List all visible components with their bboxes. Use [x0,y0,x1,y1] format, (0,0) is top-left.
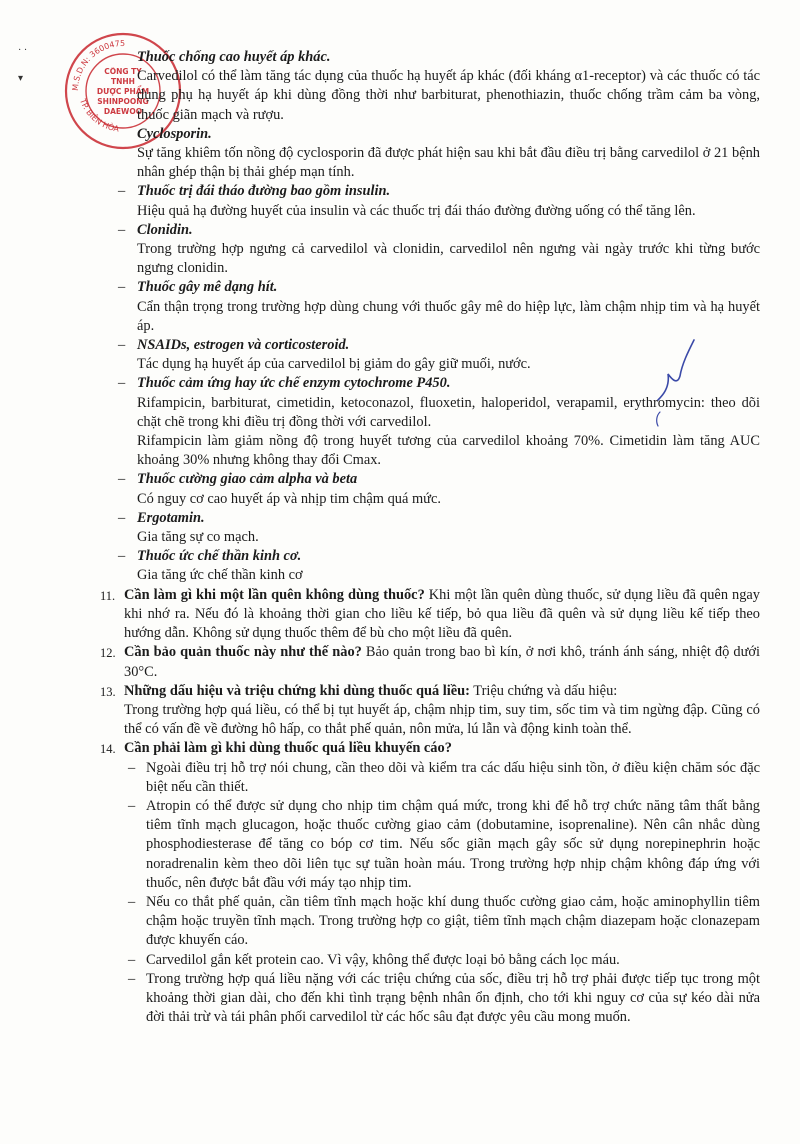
section-12 [100,643,760,681]
list-item [124,797,760,893]
section-11 [100,586,760,644]
interaction-text: Gia tăng ức chế thần kinh cơ [137,567,303,584]
section-answer: Triệu chứng và dấu hiệu: [469,682,618,699]
section-13 [100,682,760,740]
seal-ring-top-text: M.S.D.N: 3600475 [70,38,126,92]
section-number: 14. [100,742,116,757]
interaction-entry [100,374,760,470]
leaflet-body [100,48,760,1027]
dash-marker: – [118,337,126,354]
interaction-entry [100,221,760,279]
dash-marker: – [118,279,126,296]
interaction-list [100,48,760,586]
interaction-entry [100,470,760,508]
section-number: 11. [100,588,116,603]
list-item-text: Atropin có thể được sử dụng cho nhịp tim chậm quá mức, trong khi để hỗ trợ chức năng tâm thất bằng tiêm tĩnh mạch glucagon, hoặc thuốc cường giao cảm (dobutamine, isoprenaline). Nên cân nhắc dùng phosphodiesterase để tăng co bóp cơ tim. Nếu sốc giãn mạch gây sốc sử dụng norepinephrin hoặc noradrenalin kèm theo dõi liên tục sự tuần hoàn máu. Trong trường hợp nhịp chậm không đáp ứng với thuốc, nên được bắt đầu với máy tạo nhịp tim. [146,797,760,891]
section-paragraph [124,586,760,644]
section-question: Cần làm gì khi một lần quên không dùng thuốc? [124,586,425,603]
interaction-entry [100,278,760,336]
section-answer: Bảo quản trong bao bì kín, ở nơi khô, tránh ánh sáng, nhiệt độ dưới 30°C. [124,644,760,680]
dash-marker: – [128,759,136,776]
seal-line: TNHH [111,77,135,86]
section-14 [100,739,760,1027]
list-item [124,951,760,970]
interaction-text: Trong trường hợp ngưng cả carvedilol và clonidin, carvedilol nên ngưng vài ngày trước khi từng bước ngưng clonidin. [137,241,760,277]
section-answer: Khi một lần quên dùng thuốc, sử dụng liều đã quên ngay khi nhớ ra. Nếu đó là khoảng thời gian cho liều kế tiếp, bỏ qua liều đã quên và sử dụng liều kế tiếp theo hướng dẫn. Không sử dụng thuốc thêm để bù cho một liều đã quên. [124,586,760,642]
dash-marker: – [118,509,126,526]
section-number: 12. [100,646,116,661]
list-item [124,759,760,797]
interaction-text: Sự tăng khiêm tốn nồng độ cyclosporin đã được phát hiện sau khi bắt đầu điều trị bằng carvedilol ở 21 bệnh nhân ghép thận bị thải ghép mạn tính. [137,145,760,181]
interaction-title: Thuốc cường giao cảm alpha và beta [137,471,358,488]
interaction-title: NSAIDs, estrogen và corticosteroid. [137,337,350,354]
interaction-text: Carvedilol có thể làm tăng tác dụng của thuốc hạ huyết áp khác (đối kháng α1-receptor) và các thuốc có tác dụng phụ hạ huyết áp khi dùng đồng thời như barbiturat, phenothiazin, thuốc chống trầm cảm ba vòng, thuốc giãn mạch và rượu. [137,68,760,123]
section-question: Cần bảo quản thuốc này như thế nào? [124,644,362,661]
seal-line: CÔNG TY [104,67,142,76]
interaction-title: Ergotamin. [137,509,205,526]
seal-ring-bottom-text: TP. BIÊN HÒA [78,97,120,134]
list-item-text: Trong trường hợp quá liều nặng với các triệu chứng của sốc, điều trị hỗ trợ phải được tiếp tục trong một khoảng thời gian dài, cho đến khi tình trạng bệnh nhân ổn định, cho tới khi nguy cơ của sự kéo dài nửa đời thải trừ và tái phân phối carvedilol từ các hốc sâu đạt được yêu cầu mong muốn. [146,970,760,1026]
interaction-title: Thuốc gây mê dạng hít. [137,279,278,296]
section-question: Những dấu hiệu và triệu chứng khi dùng thuốc quá liều: [124,682,470,699]
list-item [124,970,760,1028]
seal-line: SHINPOONG [97,97,149,106]
interaction-title: Thuốc cảm ứng hay ức chế enzym cytochrome P450. [137,375,451,392]
section-question: Cần phải làm gì khi dùng thuốc quá liều khuyến cáo? [124,740,452,757]
interaction-text: Rifampicin, barbiturat, cimetidin, ketoconazol, fluoxetin, haloperidol, verapamil, erythromycin: theo dõi chặt chẽ trong khi điều trị đồng thời với carvedilol. [137,394,760,430]
interaction-entry [100,336,760,374]
section-paragraph [124,682,760,701]
interaction-entry [100,509,760,547]
interaction-entry [100,125,760,183]
interaction-text: Hiệu quả hạ đường huyết của insulin và các thuốc trị đái tháo đường đường uống có thể tăng lên. [137,202,696,219]
overdose-measures-list [124,759,760,1028]
dash-marker: – [128,797,136,814]
list-item-text: Nếu co thắt phế quản, cần tiêm tĩnh mạch hoặc khí dung thuốc cường giao cảm, hoặc aminophyllin tiêm chậm hoặc truyền tĩnh mạch. Trong trường hợp co giật, tiêm tĩnh mạch chậm diazepam hoặc clonazepam được khuyến cáo. [146,893,760,949]
interaction-text: Có nguy cơ cao huyết áp và nhịp tim chậm quá mức. [137,490,441,507]
numbered-sections [100,586,760,1028]
section-paragraph [124,739,760,758]
seal-line: DAEWOO [103,107,143,116]
interaction-title: Clonidin. [137,221,193,238]
dash-marker: – [118,471,126,488]
section-extra-text: Trong trường hợp quá liều, có thể bị tụt huyết áp, chậm nhịp tim, suy tim, sốc tim và tim ngừng đập. Cũng có thể có vấn đề về đường hô hấp, co thắt phế quản, nôn mửa, lú lẫn và động kinh toàn thể. [124,701,760,738]
dash-marker: – [128,893,136,910]
seal-line: DƯỢC PHẨM [96,87,150,96]
interaction-title: Cyclosporin. [137,125,212,142]
interaction-entry [100,48,760,125]
interaction-text: Tác dụng hạ huyết áp của carvedilol bị giảm do gây giữ muối, nước. [137,356,531,373]
interaction-entry [100,182,760,220]
interaction-text: Gia tăng sự co mạch. [137,529,259,546]
dash-marker: – [118,221,126,238]
interaction-title: Thuốc trị đái tháo đường bao gồm insulin. [137,183,391,200]
interaction-entry [100,547,760,585]
section-paragraph [124,643,760,681]
dash-marker: – [128,951,136,968]
dash-marker: – [118,375,126,392]
dash-marker: – [128,970,136,987]
dash-marker: – [118,183,126,200]
margin-marks: · · ▾ [18,45,28,84]
interaction-title: Thuốc chống cao huyết áp khác. [137,49,331,65]
list-item-text: Ngoài điều trị hỗ trợ nói chung, cần theo dõi và kiểm tra các dấu hiệu sinh tồn, ở điều kiện chăm sóc đặc biệt nếu cần thiết. [146,759,760,795]
interaction-title: Thuốc ức chế thần kinh cơ. [137,548,302,565]
dash-marker: – [118,548,126,565]
interaction-text: Cẩn thận trọng trong trường hợp dùng chung với thuốc gây mê do hiệp lực, làm chậm nhịp tim và hạ huyết áp. [137,298,760,334]
list-item [124,893,760,951]
list-item-text: Carvedilol gắn kết protein cao. Vì vậy, không thể được loại bỏ bằng cách lọc máu. [146,951,620,968]
interaction-text: Rifampicin làm giảm nồng độ trong huyết tương của carvedilol khoảng 70%. Cimetidin làm tăng AUC khoảng 30% nhưng không thay đổi Cmax. [137,433,760,469]
section-number: 13. [100,684,116,699]
